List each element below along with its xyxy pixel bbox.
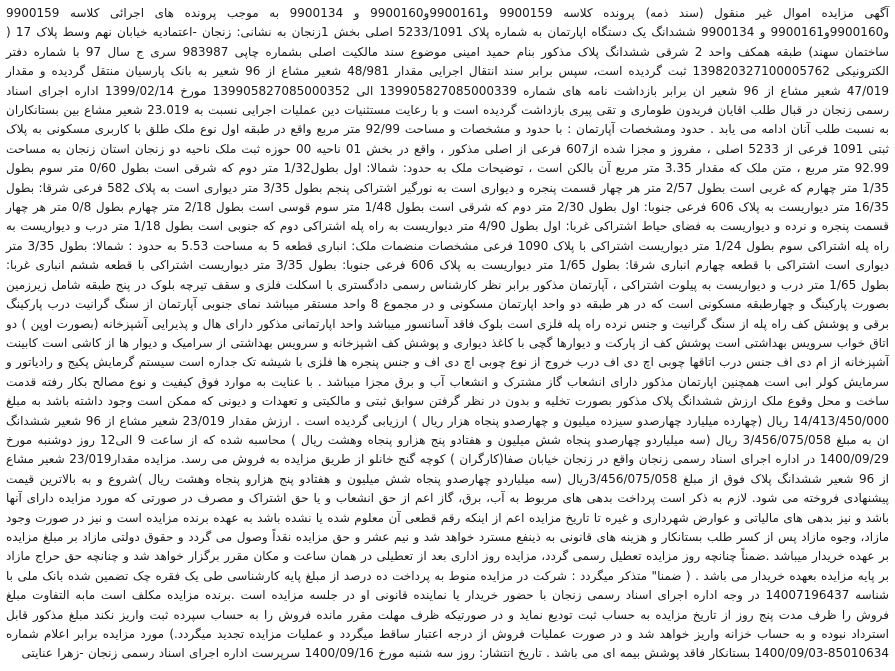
auction-notice-text: آگهی مزایده اموال غیر منقول (سند ذمه) پرونده کلاسه 9900159 و9900161و9900160 و 9900134 به موجب پرونده های اجرائی کلاسه 9900159 و9900160و9900161 و 9900134 ششدانگ یک دستگاه اپارتمان به شماره پلاک 5233/1091 اصلی بخش 1زنجان به نشانی: زنجان -اعتمادیه خیابان نهم وسط پلاک 17 ( ساختمان سهند) طبقه همکف واحد 2 شرقی ششدانگ پلاک مذکور بنام حمید امینی موضوع سند مالکیت اصلی بشماره چاپی 983987 سری ج سال 97 با شماره دفتر الکترونیکی 139820327100005762 ثبت گردیده است، سپس برابر سند انتقال اجرایی مقدار 48/981 شعیر مشاع از 96 شعیر به بانک پارسیان منتقل گردیده و مقدار 47/019 شعیر مشاع از 96 شعیر ان برابر بازداشت نامه های شماره 139905827085000339 الی 139905827085000352 مورخ 1399/02/14 اداره اجرای اسناد رسمی زنجان در قبال طلب اقایان فریدون طوماری و تقی پیری بازداشت گردیده است و با رعایت مستثنیات دین عملیات اجرایی نسبت به 23.019 شعیر مشاع بین بستانکاران به نسبت طلب آنان ادامه می یابد . حدود ومشخصات آپارتمان : با حدود و مشخصات و مساحت 92/99 متر مربع واقع در طبقه اول نوع ملک طلق با کاربری مسکونی به پلاک ثبتی 1091 فرعی از 5233 اصلی ، مفروز و مجزا شده از607 فرعی از اصلی مذکور ، واقع در بخش 01 ناحیه 00 حوزه ثبت ملک ناحیه دو زنجان استان زنجان به مساحت 92.99 متر مربع ، متن ملک که مقدار 3.35 متر مربع آن بالکن است ، توضیحات ملک به حدود: شمالا: اول بطول1/32 متر دوم که شرقی است بطول 0/60 متر سوم بطول 1/35 متر چهارم که غربی است بطول 2/57 متر هر چهار قسمت پنجره و دیواری است به نورگیر اشتراکی پنجم بطول 3/35 متر دیواری است به پلاک 582 فرعی شرقا: بطول 16/35 متر دیواریست به پلاک 606 فرعی جنوبا: اول بطول 2/30 متر دوم که شرقی است بطول 1/48 متر سوم قوسی است بطول 2/18 متر چهارم بطول 0/8 متر هر چهار قسمت پنجره و نرده و دیواریست به فضای حیاط اشتراکی غربا: اول بطول 4/90 متر دیواریست به راه پله اشتراکی دوم که جنوبی است بطول 1/18 متر درب و دیواریست به راه پله اشتراکی سوم بطول 1/24 متر دیواریست اشتراکی با پلاک 1090 فرعی مشخصات منضمات ملک: انباری قطعه 5 به مساحت 5.53 به حدود : شمالا: بطول 3/35 متر دیواری است اشتراکی با قطعه چهارم انباری شرقا: بطول 1/65 متر دیواریست به پلاک 606 فرعی جنوبا: بطول 3/35 متر دیواریست اشتراکی با قطعه ششم انباری غربا: بطول 1/65 متر درب و دیواریست به پیلوت اشتراکی ، آپارتمان مذکور برابر نظر کارشناس رسمی دادگستری با اسکلت فلزی و سقف تیرچه بلوک در پنج طبقه شامل زیرزمین بصورت پارکینگ و چهارطبقه مسکونی است که در هر طبقه دو واحد اپارتمان مسکونی و در مجموع 8 واحد مستقر میباشد نمای جنوبی آپارتمان از سنگ گرانیت درب پارکینگ برقی و پوشش کف راه پله از سنگ گرانیت و جنس نرده راه پله فلزی است بلوک فاقد آسانسور میباشد واحد اپارتمانی مذکور دارای هال و پذیرایی آشپزخانه (بصورت اوپن ) دو اتاق خواب سرویس بهداشتی است پوشش کف از پارکت و دیوارها گچی با کاغذ دیواری و پوشش کف اشپزخانه و سرویس بهداشتی از سرامیک و دیوار ها از کاشی است کابینت آشپزخانه از ام دی اف جنس درب اتاقها چوبی اچ دی اف درب خروج از نوع چوبی اچ دی اف و جنس پنجره ها فلزی با شیشه تک جداره است سیستم گرمایش پکیج و رادیاتور و سرمایش کولر ابی است همچنین اپارتمان مذکور دارای انشعاب گاز مشترک و انشعاب آب و برق مجزا میباشد . با عنایت به موارد فوق کیفیت و نوع مصالح بکار رفته قدمت ساخت و محل وقوع ملک ارزش ششدانگ پلاک مذکور بصورت تخلیه و بدون در نظر گرفتن سوابق ثبتی و مالکیتی و تعهدات و دیونی که ممکن است وجود داشته باشد به مبلغ 14/413/450/000 ریال (چهارده میلیارد چهارصدو سیزده میلیون و چهارصدو پنجاه هزار ریال ) ارزیابی گردیده است . ارزش مقدار 23/019 شعیر مشاع از 96 شعیر ششدانگ ان به مبلغ 3/456/075/058 ریال (سه میلیاردو چهارصدو پنجاه شش میلیون و هفتادو پنج هزارو پنجاه وهشت ریال ) محاسبه شده که از ساعت 9 الی12 روز دوشنبه مورخ 1400/09/29 در اداره اجرای اسناد رسمی زنجان واقع در زنجان خیابان صفا(کارگران ) کوچه گنج خانلو از طریق مزایده به فروش می رسد. مزایده مقدار23/019 شعیر مشاع از 96 شعیر ششدانگ پلاک فوق از مبلغ 3/456/075/058ریال (سه میلیاردو چهارصدو پنجاه شش میلیون و هفتادو پنج هزارو پنجاه وهشت ریال )شروع و به بالاترین قیمت پیشنهادی فروخته می شود. لازم به ذکر است پرداخت بدهی های مربوط به آب، برق، گاز اعم از حق انشعاب و یا حق اشتراک و مصرف در صورتی که مورد مزایده دارای آنها باشد و نیز بدهی های مالیاتی و عوارض شهرداری و غیره تا تاریخ مزایده اعم از اینکه رقم قطعی آن معلوم شده یا نشده باشد به عهده برنده مزایده است و نیز در صورت وجود مازاد، وجوه مازاد پس از کسر طلب بستانکار و هزینه های قانونی به ذینفع مسترد خواهد شد و نیم عشر و حق مزایده نقداً وصول می گردد و حقوق دولتی مازاد بر مبلغ مزایده بر عهده خریدار میباشد .ضمناً چنانچه روز مزایده تعطیل رسمی گردد، مزایده روز اداری بعد از تعطیلی در همان ساعت و مکان مقرر برگزار خواهد شد و چنانچه حق حراج مازاد بر پایه مزایده بعهده خریدار می باشد . ( ضمنا" متذکر میگردد : شرکت در مزایده منوط به پرداخت ده درصد از مبلغ پایه کارشناسی طی یک فقره چک تضمین شده بانک ملی با شناسه 14007196437 در وجه اداره اجرای اسناد رسمی زنجان با حضور خریدار یا نماینده قانونی او در جلسه مزایده است .برنده مزایده مکلف است مابه التفاوت مبلغ فروش را ظرف مدت پنج روز از تاریخ مزایده به حساب ثبت تودیع نماید و در صورتیکه ظرف مهلت مقرر مانده فروش را به حساب سپرده ثبت واریز نکند مبلغ مذکور قابل استرداد نبوده و به حساب خزانه واریز خواهد شد و در صورت عملیات فروش از درجه اعتبار ساقط میگردد و عملیات مزایده تجدید میگردد.) مورد مزایده برابر اعلام شماره 85010634-1400/09/03 بستانکار فاقد پوشش بیمه ای می باشد . تاریخ انتشار: روز سه شنبه مورخ 1400/09/16 سرپرست اداره اجرای اسناد رسمی زنجان -زهرا عنایتی (6, 6, 890, 661)
